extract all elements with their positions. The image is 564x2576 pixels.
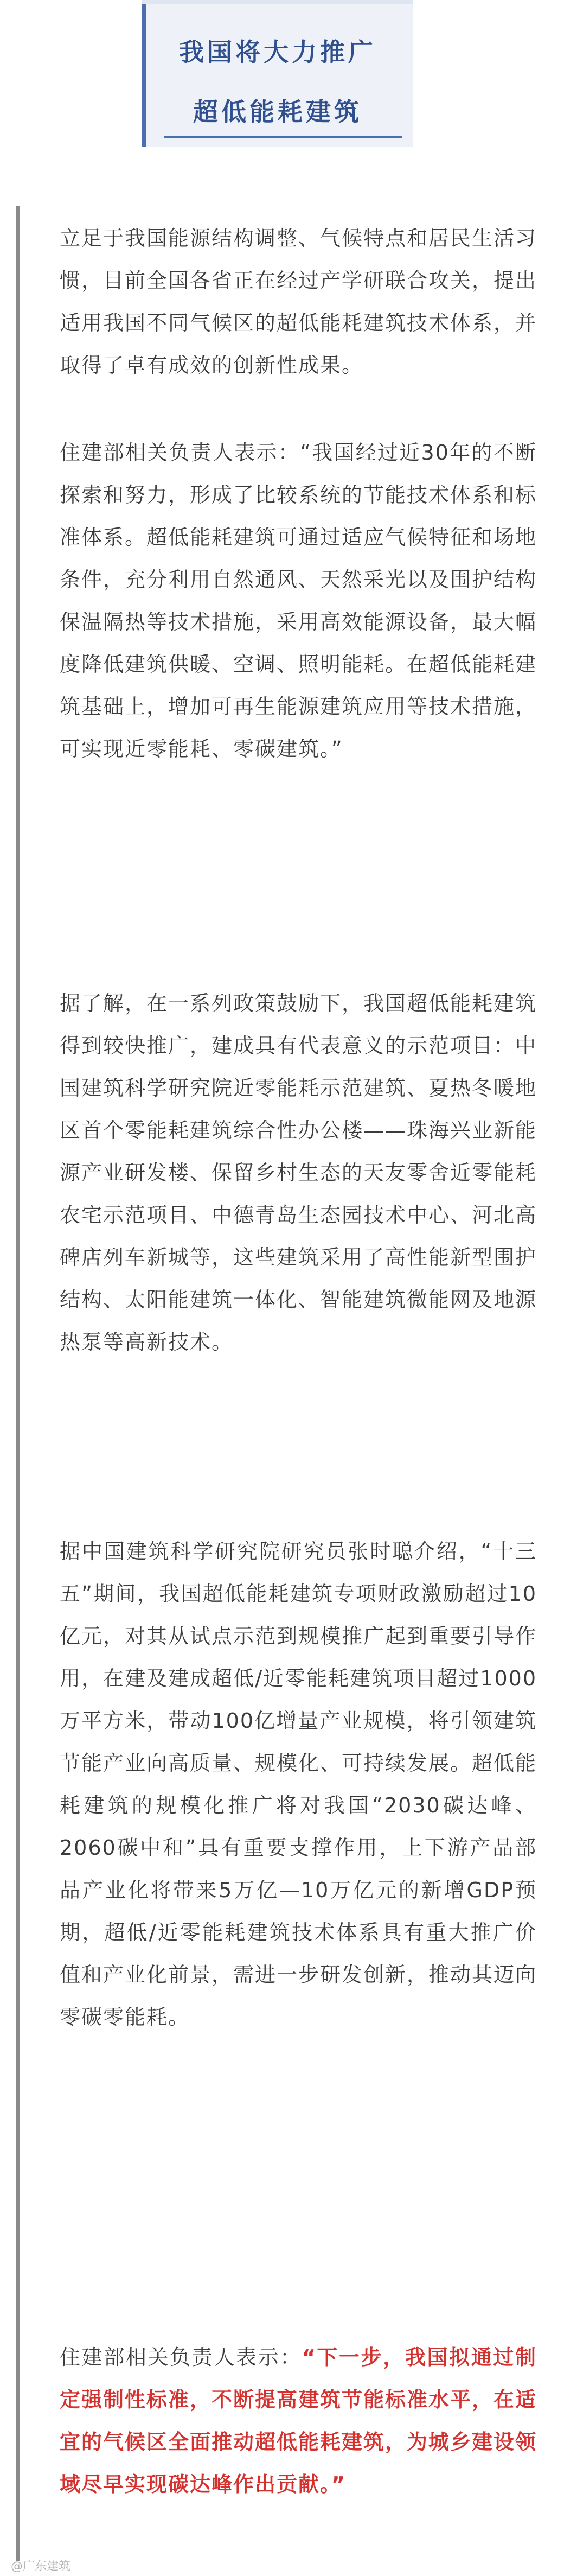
article-left-rule [16, 206, 20, 2561]
paragraph-5-lead: 住建部相关负责人表示： [60, 2345, 302, 2369]
paragraph-5-highlight: “下一步，我国拟通过制定强制性标准，不断提高建筑节能标准水平，在适宜的气候区全面推动超低能耗建筑，为城乡建设领域尽早实现碳达峰作出贡献。” [60, 2345, 537, 2496]
paragraph-1: 立足于我国能源结构调整、气候特点和居民生活习惯，目前全国各省正在经过产学研联合攻关，提出适用我国不同气候区的超低能耗建筑技术体系，并取得了卓有成效的创新性成果。 [60, 226, 537, 377]
page-title-line-2: 超低能耗建筑 [193, 97, 362, 126]
title-banner [142, 0, 413, 147]
paragraph-4: 据中国建筑科学研究院研究员张时聪介绍，“十三五”期间，我国超低能耗建筑专项财政激励超过10亿元，对其从试点示范到规模推广起到重要引导作用，在建及建成超低/近零能耗建筑项目超过1000万平方米，带动100亿增量产业规模，将引领建筑节能产业向高质量、规模化、可持续发展。超低能耗建筑的规模化推广将对我国“2030碳达峰、2060碳中和”具有重要支撑作用，上下游产品部品产业化将带来5万亿—10万亿元的新增GDP预期，超低/近零能耗建筑技术体系具有重大推广价值和产业化前景，需进一步研发创新，推动其迈向零碳零能耗。 [60, 1540, 537, 2029]
paragraph-2: 住建部相关负责人表示：“我国经过近30年的不断探索和努力，形成了比较系统的节能技术体系和标准体系。超低能耗建筑可通过适应气候特征和场地条件，充分利用自然通风、天然采光以及围护结构保温隔热等技术措施，采用高效能源设备，最大幅度降低建筑供暖、空调、照明能耗。在超低能耗建筑基础上，增加可再生能源建筑应用等技术措施，可实现近零能耗、零碳建筑。” [60, 441, 537, 761]
watermark: @广东建筑 [11, 2560, 71, 2573]
page-title-line-1: 我国将大力推广 [179, 37, 376, 67]
title-accent-bar [142, 4, 146, 147]
title-top-bar [142, 0, 413, 4]
paragraph-5 [60, 2336, 537, 2505]
paragraph-3: 据了解，在一系列政策鼓励下，我国超低能耗建筑得到较快推广，建成具有代表意义的示范项目：中国建筑科学研究院近零能耗示范建筑、夏热冬暖地区首个零能耗建筑综合性办公楼——珠海兴业新能源产业研发楼、保留乡村生态的天友零舍近零能耗农宅示范项目、中德青岛生态园技术中心、河北高碑店列车新城等，这些建筑采用了高性能新型围护结构、太阳能建筑一体化、智能建筑微能网及地源热泵等高新技术。 [60, 991, 537, 1354]
title-underline [164, 136, 402, 138]
